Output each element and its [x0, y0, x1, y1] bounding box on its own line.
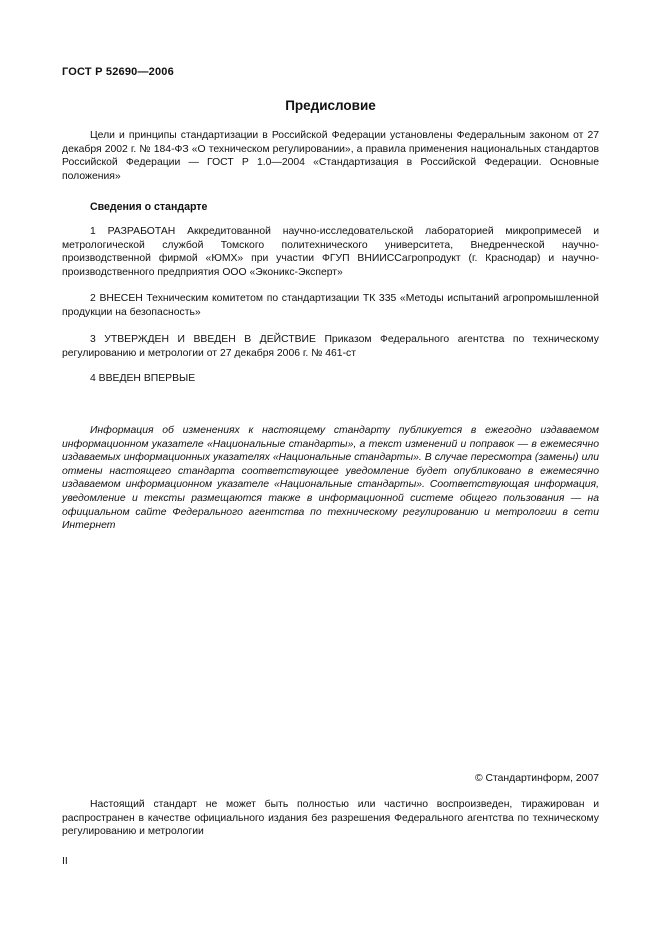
item-introduced: 2 ВНЕСЕН Техническим комитетом по стандартизации ТК 335 «Методы испытаний агропромышленной продукции на безопасность» — [62, 293, 599, 318]
item-first-introduced: 4 ВВЕДЕН ВПЕРВЫЕ — [90, 373, 196, 384]
item-developed: 1 РАЗРАБОТАН Аккредитованной научно-исследовательской лабораторией микропримесей и метрологической службой Томского политехнического университета, Внедренческой научно-производственной фирмой «ЮМХ» при участии ФГУП ВНИИССагропродукт (г. Краснодар) и научно-производственного предприятия ООО «Эконикс-Эксперт» — [62, 226, 599, 278]
copyright-line: © Стандартинформ, 2007 — [474, 773, 599, 784]
intro-paragraph: Цели и принципы стандартизации в Российской Федерации установлены Федеральным законом от 27 декабря 2002 г. № 184-ФЗ «О техническом регулировании», а правила применения национальных стандартов Российской Федерации — ГОСТ Р 1.0—2004 «Стандартизация в Российской Федерации. Основные положения» — [62, 130, 599, 182]
notice-paragraph: Информация об изменениях к настоящему стандарту публикуется в ежегодно издаваемом информационном указателе «Национальные стандарты», а текст изменений и поправок — в ежемесячно издаваемых информационных указателях «Национальные стандарты». В случае пересмотра (замены) или отмены настоящего стандарта соответствующее уведомление будет опубликовано в ежемесячно издаваемом информационном указателе «Национальные стандарты». Соответствующая информация, уведомление и тексты размещаются также в информационной системе общего пользования — на официальном сайте Федерального агентства по техническому регулированию и метрологии в сети Интернет — [62, 425, 599, 532]
item-approved: 3 УТВЕРЖДЕН И ВВЕДЕН В ДЕЙСТВИЕ Приказом Федерального агентства по техническому регулированию и метрологии от 27 декабря 2006 г. № 461-ст — [62, 334, 599, 359]
page-number: II — [62, 856, 68, 867]
page-title: Предисловие — [285, 98, 376, 113]
reproduction-notice: Настоящий стандарт не может быть полностью или частично воспроизведен, тиражирован и распространен в качестве официального издания без разрешения Федерального агентства по техническому регулированию и метрологии — [62, 799, 599, 838]
document-code: ГОСТ Р 52690—2006 — [62, 66, 174, 78]
about-heading: Сведения о стандарте — [90, 201, 208, 213]
